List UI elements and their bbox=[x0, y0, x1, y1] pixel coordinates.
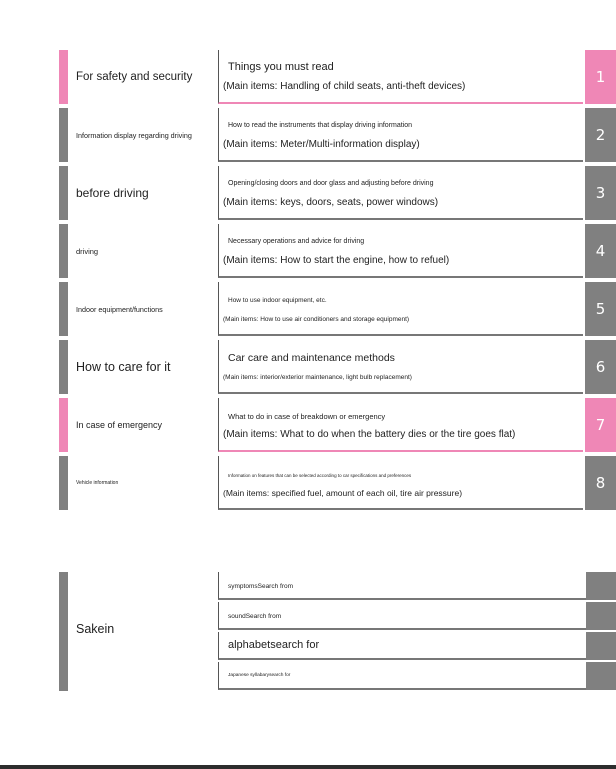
section-card bbox=[218, 282, 583, 336]
section-items: (Main items: keys, doors, seats, power windows) bbox=[223, 197, 439, 208]
section-marker bbox=[59, 166, 68, 220]
section-title: How to read the instruments that display driving information bbox=[228, 122, 413, 129]
section-items: (Main items: interior/exterior maintenance, light bulb replacement) bbox=[223, 374, 412, 381]
section-card bbox=[218, 50, 583, 104]
index-entry-label: Japanese syllabarysearch for bbox=[228, 673, 291, 678]
section-title: Car care and maintenance methods bbox=[228, 352, 395, 364]
section-card bbox=[218, 340, 583, 394]
section-label: How to care for it bbox=[76, 360, 171, 374]
section-marker bbox=[59, 224, 68, 278]
index-entry-2[interactable] bbox=[218, 602, 586, 630]
section-tab-7[interactable]: 7 bbox=[585, 398, 616, 452]
index-entry-4[interactable] bbox=[218, 662, 586, 690]
section-row-2[interactable] bbox=[0, 108, 616, 162]
section-label: For safety and security bbox=[76, 71, 193, 83]
section-row-3[interactable] bbox=[0, 166, 616, 220]
section-label: In case of emergency bbox=[76, 420, 163, 430]
section-label: Vehicle information bbox=[76, 480, 119, 486]
index-tab[interactable] bbox=[586, 572, 616, 600]
section-title: Information on features that can be selected according to car specifications and preferences bbox=[228, 473, 412, 478]
section-title: Necessary operations and advice for driving bbox=[228, 238, 365, 245]
section-items: (Main items: specified fuel, amount of each oil, tire air pressure) bbox=[223, 488, 463, 498]
section-marker bbox=[59, 50, 68, 104]
section-items: (Main items: Meter/Multi-information display) bbox=[223, 139, 420, 150]
section-card bbox=[218, 456, 583, 510]
section-marker bbox=[59, 340, 68, 394]
section-label: Information display regarding driving bbox=[76, 130, 192, 140]
section-row-7[interactable] bbox=[0, 398, 616, 452]
section-card bbox=[218, 224, 583, 278]
section-row-6[interactable] bbox=[0, 340, 616, 394]
section-row-5[interactable] bbox=[0, 282, 616, 336]
index-tab[interactable] bbox=[586, 632, 616, 660]
section-tab-5[interactable]: 5 bbox=[585, 282, 616, 336]
index-entry-1[interactable] bbox=[218, 572, 586, 600]
section-items: (Main items: Handling of child seats, anti-theft devices) bbox=[223, 81, 466, 92]
section-tab-2[interactable]: 2 bbox=[585, 108, 616, 162]
index-entry-label: alphabetsearch for bbox=[228, 639, 320, 651]
section-row-1[interactable] bbox=[0, 50, 616, 104]
page-bottom-rule bbox=[0, 765, 616, 769]
section-tab-4[interactable]: 4 bbox=[585, 224, 616, 278]
section-tab-3[interactable]: 3 bbox=[585, 166, 616, 220]
section-title: Opening/closing doors and door glass and adjusting before driving bbox=[228, 180, 434, 187]
section-row-4[interactable] bbox=[0, 224, 616, 278]
section-tab-6[interactable]: 6 bbox=[585, 340, 616, 394]
section-marker bbox=[59, 108, 68, 162]
section-title: How to use indoor equipment, etc. bbox=[228, 297, 327, 304]
section-marker bbox=[59, 282, 68, 336]
index-label: Sakein bbox=[76, 622, 115, 636]
section-label: driving bbox=[76, 246, 99, 256]
section-card bbox=[218, 398, 583, 452]
section-marker bbox=[59, 398, 68, 452]
section-items: (Main items: How to use air conditioners and storage equipment) bbox=[223, 316, 410, 323]
index-tab[interactable] bbox=[586, 602, 616, 630]
index-entry-3[interactable] bbox=[218, 632, 586, 660]
section-items: (Main items: What to do when the battery dies or the tire goes flat) bbox=[223, 429, 516, 440]
section-tab-1[interactable]: 1 bbox=[585, 50, 616, 104]
section-label: before driving bbox=[76, 186, 149, 200]
section-marker bbox=[59, 456, 68, 510]
section-card bbox=[218, 166, 583, 220]
index-entry-label: soundSearch from bbox=[228, 613, 282, 620]
section-label: Indoor equipment/functions bbox=[76, 304, 163, 314]
section-title: Things you must read bbox=[228, 61, 334, 73]
index-marker bbox=[59, 572, 68, 691]
section-row-8[interactable] bbox=[0, 456, 616, 510]
section-title: What to do in case of breakdown or emergency bbox=[228, 412, 386, 421]
section-tab-8[interactable]: 8 bbox=[585, 456, 616, 510]
section-card bbox=[218, 108, 583, 162]
section-items: (Main items: How to start the engine, how to refuel) bbox=[223, 255, 450, 266]
index-entry-label: symptomsSearch from bbox=[228, 583, 294, 590]
index-tab[interactable] bbox=[586, 662, 616, 690]
